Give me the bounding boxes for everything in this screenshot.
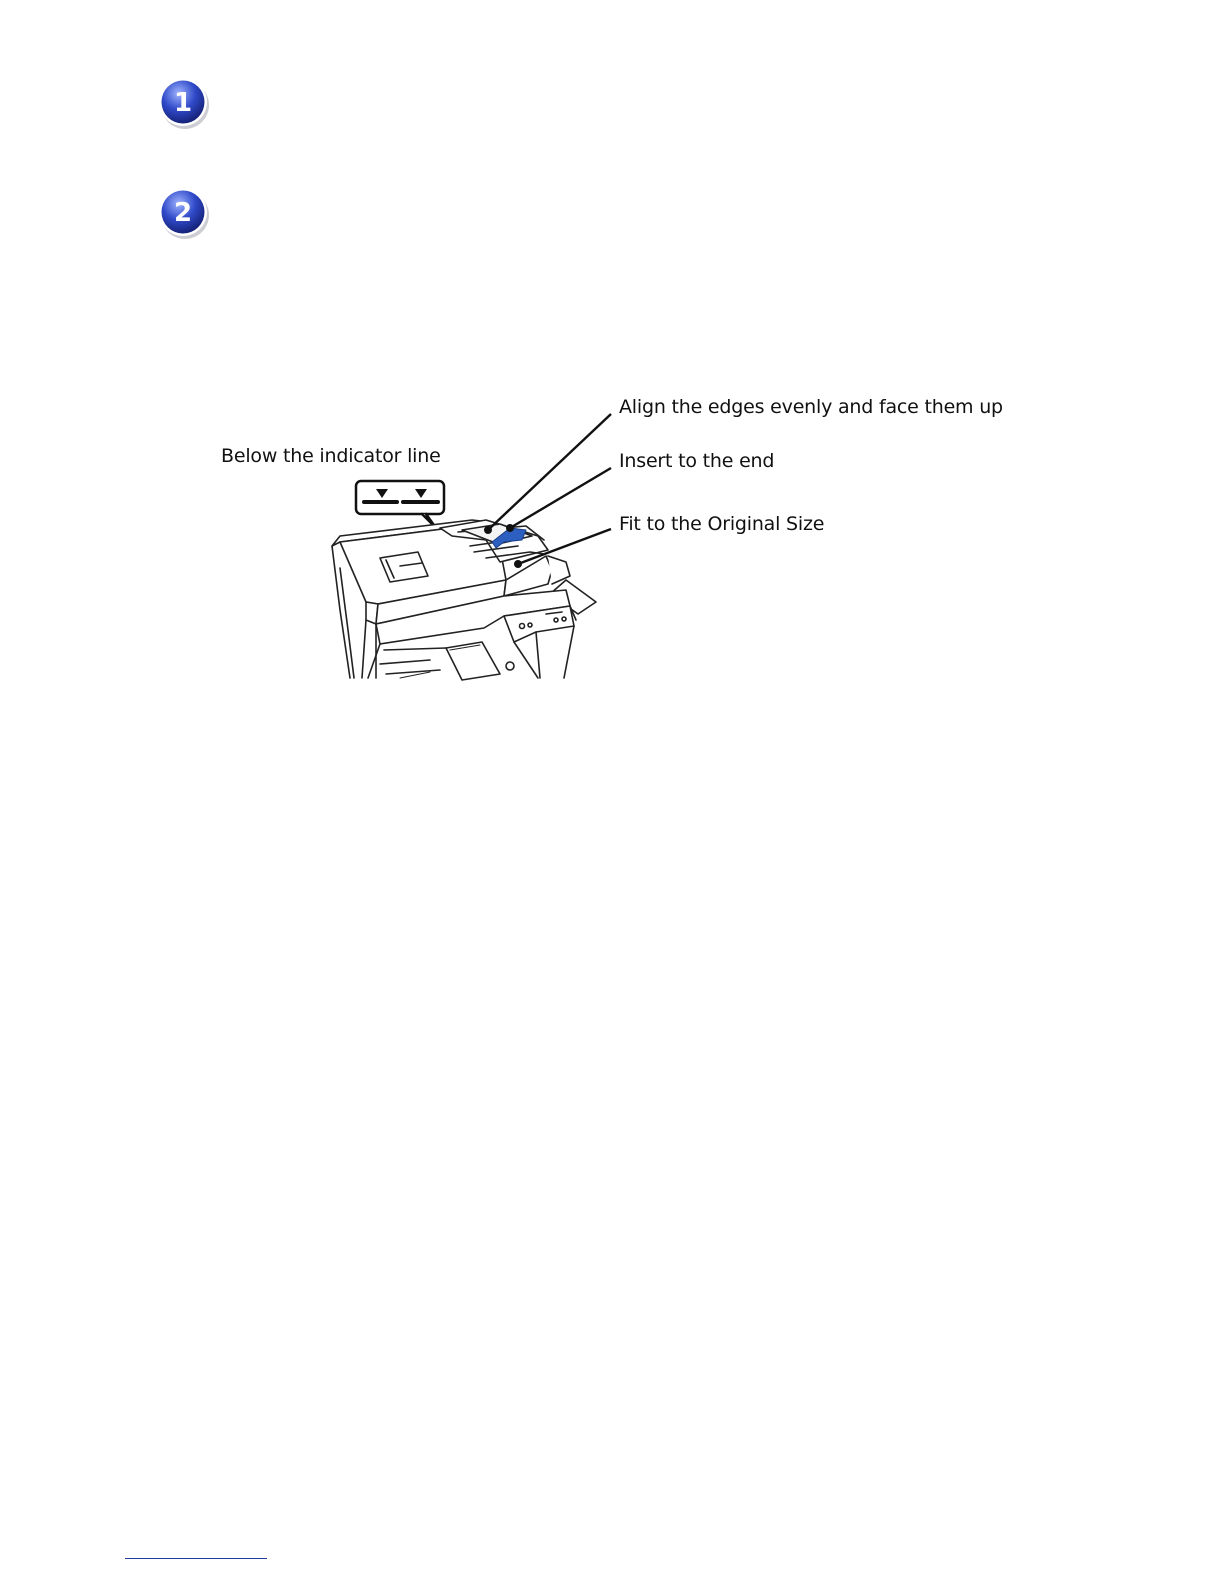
copier-illustration xyxy=(200,380,1040,700)
step-1-badge xyxy=(156,75,212,131)
step-2-badge xyxy=(156,185,212,241)
document-feeder-figure xyxy=(200,380,1040,700)
step-1-number: 1 xyxy=(173,88,193,118)
align-edges-label: Align the edges evenly and face them up xyxy=(619,396,1003,418)
below-indicator-label: Below the indicator line xyxy=(221,445,441,467)
fit-size-label: Fit to the Original Size xyxy=(619,513,825,535)
insert-end-label: Insert to the end xyxy=(619,450,775,472)
footnote-divider xyxy=(125,1558,267,1559)
step-2-number: 2 xyxy=(173,198,193,228)
